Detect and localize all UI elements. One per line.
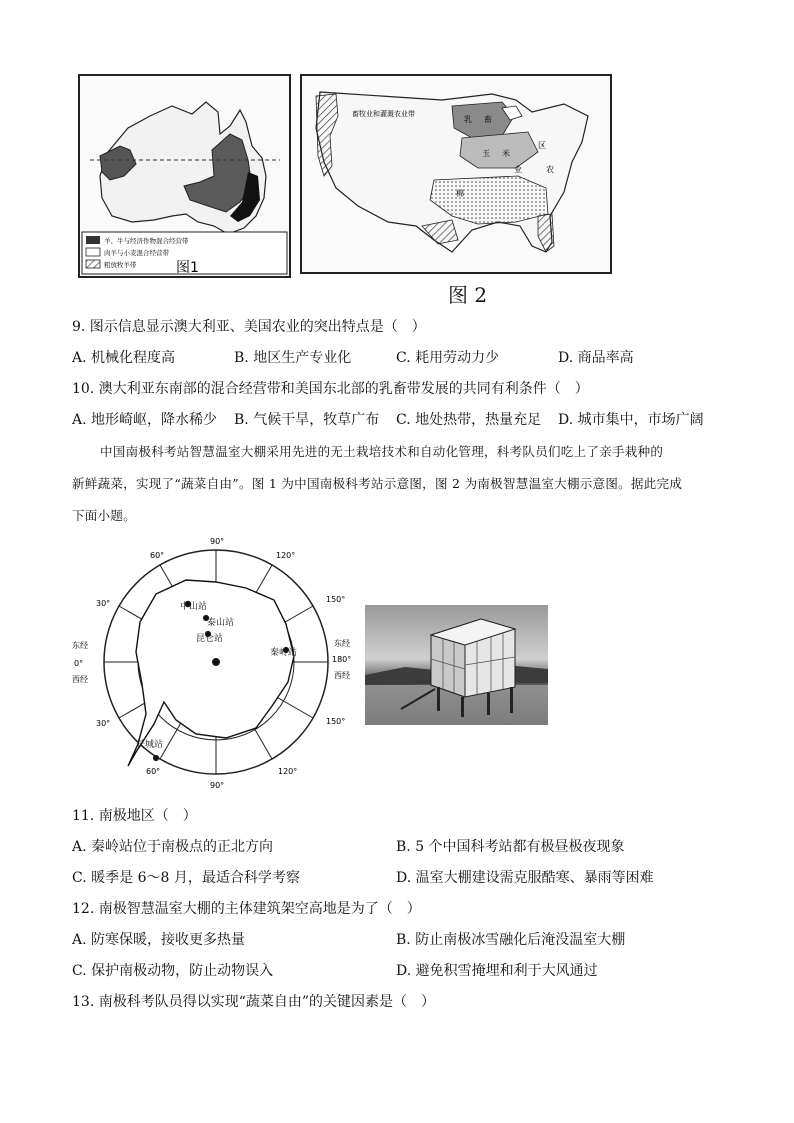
- lon-label-bottom: 90°: [210, 781, 225, 790]
- south-pole-dot: [213, 659, 220, 666]
- region-label-3: 业: [514, 165, 522, 174]
- label-taishan: 泰山站: [207, 618, 235, 628]
- polar-map-svg: [64, 530, 364, 792]
- question-11-option-b[interactable]: B. 5 个中国科考站都有极昼极夜现象: [396, 839, 625, 855]
- lon-label-ltop: 30°: [96, 599, 111, 608]
- stilt-1: [437, 687, 440, 711]
- dairy-label-2: 畜: [484, 115, 492, 124]
- question-10-option-b[interactable]: B. 气候干旱，牧草广布: [234, 412, 380, 428]
- australia-map-svg: [80, 76, 289, 276]
- lon-label-top: 90°: [210, 537, 225, 546]
- lon-label-lbot: 30°: [96, 719, 111, 728]
- legend-label-2: 肉羊与小麦混合经营带: [104, 249, 169, 257]
- usa-map-svg: [302, 76, 610, 272]
- stilt-4: [510, 687, 513, 713]
- dairy-label: 乳: [464, 115, 472, 124]
- legend-swatch-2: [86, 248, 100, 256]
- question-9-stem: 9. 图示信息显示澳大利亚、美国农业的突出特点是（ ）: [72, 319, 426, 335]
- question-12-option-a[interactable]: A. 防寒保暖，接收更多热量: [72, 932, 246, 948]
- passage-line-1: 中国南极科考站智慧温室大棚采用先进的无土栽培技术和自动化管理，科考队员们吃上了亲手栽种的: [100, 444, 664, 459]
- station-changcheng-marker: [153, 755, 158, 760]
- stilt-3: [487, 693, 490, 715]
- question-12-option-c[interactable]: C. 保护南极动物，防止动物误入: [72, 963, 274, 979]
- passage-line-3: 下面小题。: [72, 508, 137, 523]
- label-zhongshan: 中山站: [180, 602, 208, 612]
- lon-label-tl: 60°: [150, 551, 165, 560]
- question-10-option-d[interactable]: D. 城市集中，市场广阔: [558, 412, 704, 428]
- figure-australia-map: [78, 74, 291, 278]
- corn-label: 玉: [482, 149, 490, 158]
- legend-label-1: 羊、牛与经济作物混合经营带: [104, 237, 189, 245]
- right-east-label: 东经: [334, 639, 350, 648]
- question-9-option-d[interactable]: D. 商品率高: [558, 350, 634, 366]
- lon-label-br: 120°: [278, 767, 298, 776]
- left-west-label: 西经: [72, 675, 88, 684]
- question-10-option-c[interactable]: C. 地处热带，热量充足: [396, 412, 542, 428]
- antarctica-polar-map: [64, 530, 364, 792]
- question-12-option-b[interactable]: B. 防止南极冰雪融化后淹没温室大棚: [396, 932, 626, 948]
- question-9-option-a[interactable]: A. 机械化程度高: [72, 350, 176, 366]
- label-kunlun: 昆仑站: [196, 634, 224, 644]
- stilt-2: [461, 697, 464, 717]
- legend-swatch-3: [86, 260, 100, 268]
- left-east-label: 东经: [72, 641, 88, 650]
- question-9-option-b[interactable]: B. 地区生产专业化: [234, 350, 352, 366]
- question-10-stem: 10. 澳大利亚东南部的混合经营带和美国东北部的乳畜带发展的共同有利条件（ ）: [72, 381, 589, 397]
- passage-line-2: 新鲜蔬菜，实现了“蔬菜自由”。图 1 为中国南极科考站示意图，图 2 为南极智慧温室大棚示意图。据此完成: [72, 476, 683, 491]
- figure-usa-map: [300, 74, 612, 274]
- lon-label-bl: 60°: [146, 767, 161, 776]
- question-11-stem: 11. 南极地区（ ）: [72, 808, 197, 824]
- greenhouse-photo: [365, 605, 548, 725]
- lon-label-tr: 120°: [276, 551, 296, 560]
- right-west-label: 西经: [334, 671, 350, 680]
- pasture-belt-label: 畜牧业和灌溉农业带: [352, 110, 415, 118]
- legend-swatch-1: [86, 236, 100, 244]
- label-qinling: 秦岭站: [270, 648, 298, 658]
- label-changcheng: 长城站: [136, 740, 164, 750]
- antarctica-outline: [128, 580, 294, 766]
- left-zero-label: 0°: [74, 659, 84, 668]
- fig1-caption: 图1: [176, 260, 199, 276]
- legend-label-3: 粗放牧羊带: [104, 261, 137, 269]
- right-deg-label: 180°: [332, 655, 352, 664]
- region-label-2: 农: [546, 165, 554, 174]
- question-13-stem: 13. 南极科考队员得以实现“蔬菜自由”的关键因素是（ ）: [72, 994, 436, 1010]
- cotton-label: 棉: [456, 189, 464, 198]
- question-11-option-a[interactable]: A. 秦岭站位于南极点的正北方向: [72, 839, 274, 855]
- corn-label-2: 米: [502, 149, 510, 158]
- region-label: 区: [538, 141, 546, 150]
- question-9-option-c[interactable]: C. 耗用劳动力少: [396, 350, 500, 366]
- lon-label-rtop: 150°: [326, 595, 346, 604]
- greenhouse-drawing: [365, 605, 548, 725]
- question-10-option-a[interactable]: A. 地形崎岖，降水稀少: [72, 412, 218, 428]
- lon-label-rbot: 150°: [326, 717, 346, 726]
- question-12-option-d[interactable]: D. 避免积雪掩埋和利于大风通过: [396, 963, 598, 979]
- question-11-option-d[interactable]: D. 温室大棚建设需克服酷寒、暴雨等困难: [396, 870, 654, 886]
- question-12-stem: 12. 南极智慧温室大棚的主体建筑架空高地是为了（ ）: [72, 901, 421, 917]
- fig2-caption: 图 2: [448, 283, 488, 307]
- question-11-option-c[interactable]: C. 暖季是 6～8 月，最适合科学考察: [72, 870, 300, 886]
